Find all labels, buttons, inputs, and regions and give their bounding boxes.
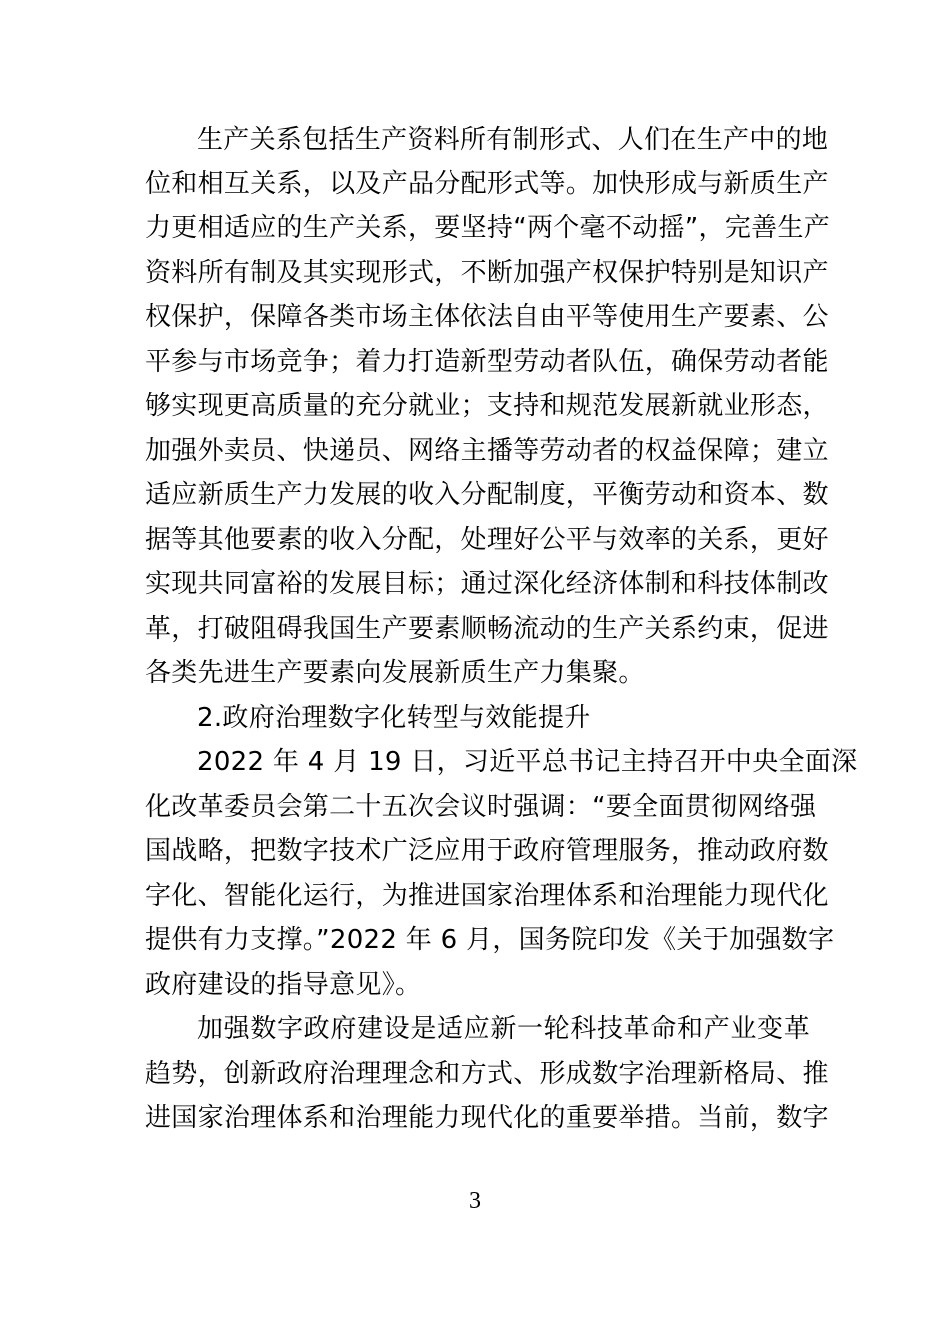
paragraph-1-line-3: 力更相适应的生产关系，要坚持“两个毫不动摇”，完善生产 [145, 213, 831, 243]
paragraph-2-line-5: 提供有力支撑。”2022 年 6 月，国务院印发《关于加强数字 [145, 925, 835, 955]
paragraph-2-line-4: 字化、智能化运行，为推进国家治理体系和治理能力现代化 [145, 881, 829, 911]
paragraph-2-line-2: 化改革委员会第二十五次会议时强调：“要全面贯彻网络强 [145, 792, 817, 822]
paragraph-1-line-11: 实现共同富裕的发展目标；通过深化经济体制和科技体制改 [145, 569, 829, 599]
paragraph-1-line-9: 适应新质生产力发展的收入分配制度，平衡劳动和资本、数 [145, 480, 829, 510]
page-number: 3 [469, 1188, 481, 1214]
paragraph-2-line-6: 政府建设的指导意见》。 [145, 970, 422, 1000]
paragraph-1-line-13: 各类先进生产要素向发展新质生产力集聚。 [145, 658, 645, 688]
paragraph-1-line-7: 够实现更高质量的充分就业；支持和规范发展新就业形态， [145, 391, 829, 421]
paragraph-1-line-8: 加强外卖员、快递员、网络主播等劳动者的权益保障；建立 [145, 436, 829, 466]
paragraph-3-line-3: 进国家治理体系和治理能力现代化的重要举措。当前，数字 [145, 1103, 829, 1133]
paragraph-1-line-4: 资料所有制及其实现形式，不断加强产权保护特别是知识产 [145, 258, 829, 288]
paragraph-1-line-1: 生产关系包括生产资料所有制形式、人们在生产中的地 [197, 125, 829, 155]
paragraph-2-line-3: 国战略，把数字技术广泛应用于政府管理服务，推动政府数 [145, 836, 829, 866]
paragraph-3-line-2: 趋势，创新政府治理理念和方式、形成数字治理新格局、推 [145, 1059, 829, 1089]
paragraph-1-line-12: 革，打破阻碍我国生产要素顺畅流动的生产关系约束，促进 [145, 614, 829, 644]
paragraph-2-line-1: 2022 年 4 月 19 日，习近平总书记主持召开中央全面深 [197, 747, 858, 777]
paragraph-1-line-2: 位和相互关系，以及产品分配形式等。加快形成与新质生产 [145, 169, 829, 199]
paragraph-1-line-5: 权保护，保障各类市场主体依法自由平等使用生产要素、公 [145, 302, 829, 332]
section-heading: 2.政府治理数字化转型与效能提升 [197, 703, 591, 733]
paragraph-3-line-1: 加强数字政府建设是适应新一轮科技革命和产业变革 [197, 1014, 810, 1044]
paragraph-1-line-6: 平参与市场竞争；着力打造新型劳动者队伍，确保劳动者能 [145, 347, 829, 377]
paragraph-1-line-10: 据等其他要素的收入分配，处理好公平与效率的关系，更好 [145, 525, 829, 555]
